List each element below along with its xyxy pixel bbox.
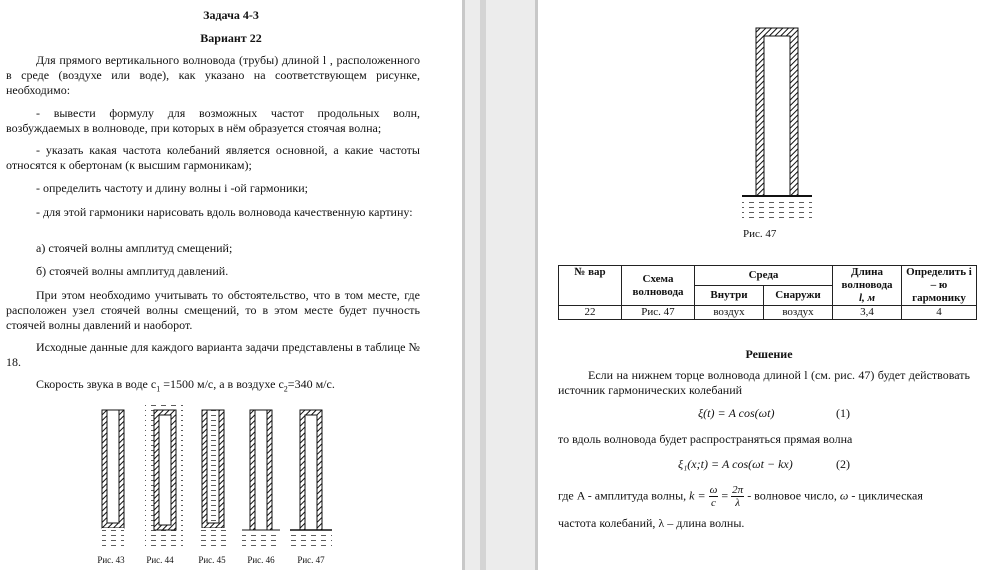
page-gutter bbox=[462, 0, 538, 570]
cell-outside: воздух bbox=[764, 306, 833, 320]
cell-harmonic: 4 bbox=[902, 306, 977, 320]
cell-inside: воздух bbox=[695, 306, 764, 320]
paragraph-task-4: - для этой гармоники нарисовать вдоль волновода качественную картину: bbox=[36, 205, 413, 219]
figure-43 bbox=[102, 410, 124, 546]
solution-paragraph-1: Если на нижнем торце волновода длиной l (см. рис. 47) будет действовать источник гармонических колебаний bbox=[558, 368, 970, 397]
figure-47 bbox=[290, 410, 332, 546]
equation-2: ξ₁(x;t) = A cos(ωt − kx) bbox=[678, 457, 793, 471]
solution-paragraph-2: то вдоль волновода будет распространяться прямая волна bbox=[558, 432, 853, 446]
paragraph-task-4a: а) стоячей волны амплитуд смещений; bbox=[36, 241, 233, 255]
task-title: Задача 4-3 bbox=[203, 8, 259, 22]
paragraph-speed: Скорость звука в воде $c_1 =1500$ м/с, а в воздухе $c_2=340$ м/с. bbox=[36, 377, 335, 394]
th-scheme: Схема волновода bbox=[622, 266, 695, 306]
caption-fig-43: Рис. 43 bbox=[97, 555, 125, 565]
solution-paragraph-3: где A - амплитуда волны, k = $\frac{\omega}{c}$ = $\frac{2\pi}{\lambda}$ - волновое число, ω - циклическая bbox=[558, 484, 923, 509]
solution-paragraph-4: частота колебаний, λ – длина волны. bbox=[558, 516, 745, 530]
paragraph-note: При этом необходимо учитывать то обстоятельство, что в том месте, где расположен узел стоячей волны смещений, то в этом месте будет пучность стоячей волны давлений и наоборот. bbox=[6, 288, 420, 332]
th-inside: Внутри bbox=[695, 286, 764, 306]
solution-title: Решение bbox=[745, 347, 793, 361]
equation-1-number: (1) bbox=[836, 406, 850, 420]
figure-47-large bbox=[728, 20, 828, 225]
vertical-scrollbar[interactable] bbox=[480, 0, 486, 570]
figures-43-47 bbox=[90, 398, 350, 550]
th-length: Длина волновода l, м bbox=[833, 266, 902, 306]
cell-scheme: Рис. 47 bbox=[622, 306, 695, 320]
caption-fig-46: Рис. 46 bbox=[247, 555, 275, 565]
paragraph-task-1: - вывести формулу для возможных частот продольных волн, возбуждаемых в волноводе, при которых в нём образуется стоячая волна; bbox=[6, 106, 420, 135]
cell-length: 3,4 bbox=[833, 306, 902, 320]
th-outside: Снаружи bbox=[764, 286, 833, 306]
equation-1: ξ(t) = A cos(ωt) bbox=[698, 406, 775, 420]
paragraph-task-3: - определить частоту и длину волны i -ой гармоники; bbox=[36, 181, 308, 195]
cell-num: 22 bbox=[559, 306, 622, 320]
figure-45 bbox=[198, 410, 228, 546]
paragraph-task-4b: б) стоячей волны амплитуд давлений. bbox=[36, 264, 229, 278]
th-num: № вар bbox=[559, 266, 622, 306]
left-page bbox=[0, 0, 462, 570]
figure-44 bbox=[145, 404, 183, 546]
caption-fig-45: Рис. 45 bbox=[198, 555, 226, 565]
equation-2-number: (2) bbox=[836, 457, 850, 471]
paragraph-task-2: - указать какая частота колебаний является основной, а какие частоты относятся к обертонам (к высшим гармоникам); bbox=[6, 143, 420, 172]
table-row bbox=[559, 306, 977, 320]
right-page bbox=[538, 0, 1000, 570]
th-env: Среда bbox=[695, 266, 833, 286]
variant-title: Вариант 22 bbox=[200, 31, 262, 45]
paragraph-intro: Для прямого вертикального волновода (трубы) длиной l , расположенного в среде (воздухе или воде), как указано на соответствующем рисунке, необходимо: bbox=[6, 53, 420, 97]
caption-fig-47-large: Рис. 47 bbox=[743, 228, 777, 240]
th-determine: Определить i – ю гармонику bbox=[902, 266, 977, 306]
caption-fig-44: Рис. 44 bbox=[146, 555, 174, 565]
paragraph-source: Исходные данные для каждого варианта задачи представлены в таблице № 18. bbox=[6, 340, 420, 369]
figure-46 bbox=[242, 410, 280, 546]
variant-table bbox=[558, 265, 977, 320]
caption-fig-47: Рис. 47 bbox=[297, 555, 325, 565]
